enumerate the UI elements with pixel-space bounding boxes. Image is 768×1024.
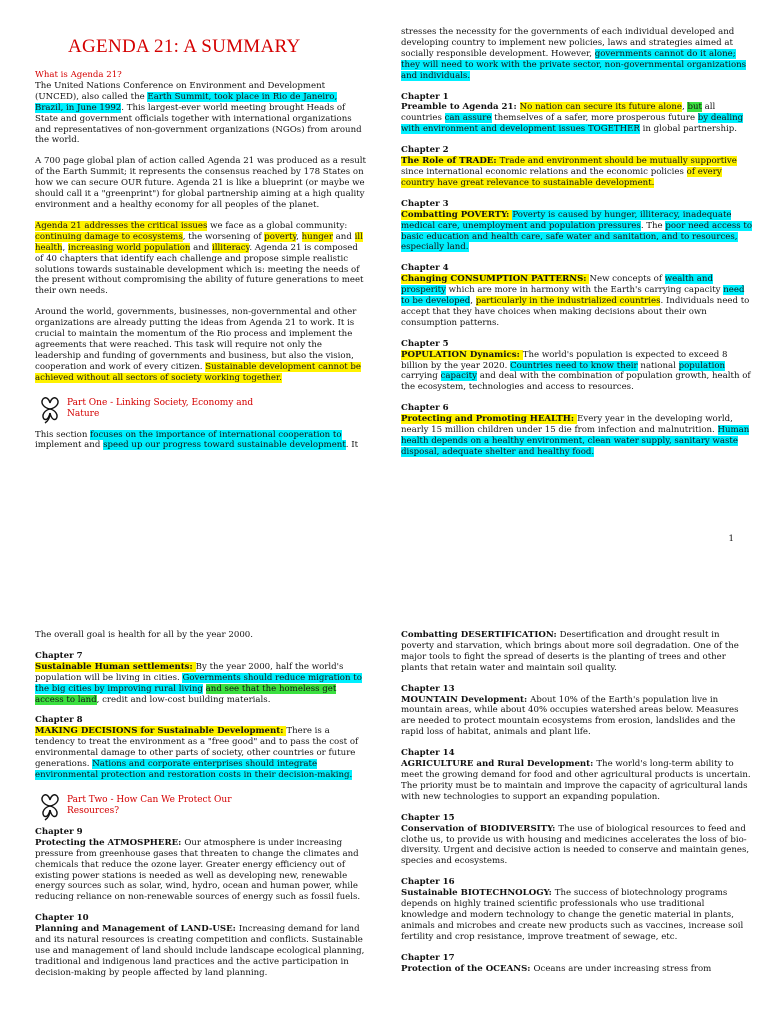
text-run: , xyxy=(681,102,688,113)
page1-right-column xyxy=(401,27,753,468)
chapter-block xyxy=(401,877,753,942)
text-run: Our atmosphere is under increasing pressure from greenhouse gases that threaten to change the climates and chemicals that reduce the ozone layer. Greater energy efficiency out of existing power stations is needed as well as developing new, renewable energy sources such as solar, wind, hydro, ocean and human power, while reducing reliance on non-renewable sources of energy such as fossil fuels. xyxy=(35,837,361,903)
part-two-heading xyxy=(35,791,367,825)
intro-paragraph-2 xyxy=(35,156,367,211)
text-run: . Individuals need to accept that they have choices when making decisions about their own consumption patterns. xyxy=(401,296,750,328)
highlighted-text: Countries need to know their xyxy=(510,360,638,371)
text-run: . The xyxy=(640,220,666,231)
highlighted-text: Changing CONSUMPTION PATTERNS: xyxy=(401,274,590,285)
chapter-list xyxy=(35,827,367,979)
chapter-block xyxy=(401,339,753,394)
section-question: What is Agenda 21? xyxy=(35,70,122,80)
highlighted-text: Combatting POVERTY: xyxy=(401,209,513,220)
highlighted-text: Nations and corporate enterprises should integrate environmental protection and restoration costs in their decision-making. xyxy=(35,759,353,780)
text-run: and deal with the combination of population growth, health of the ecosystem, technologies and access to resources. xyxy=(401,371,751,393)
text-run: , xyxy=(62,242,68,253)
chapter-list xyxy=(35,651,367,781)
highlighted-text: ill health xyxy=(35,231,363,253)
chapter-number: Chapter 16 xyxy=(401,877,455,888)
highlighted-text: poverty xyxy=(264,231,297,242)
highlighted-text: can assure xyxy=(444,113,492,124)
chapter-body xyxy=(401,274,753,329)
highlighted-text: focuses on the importance of international cooperation to xyxy=(90,429,342,440)
intro-paragraph-1 xyxy=(35,81,367,146)
intro-paragraph-3 xyxy=(35,221,367,297)
chapter-number: Chapter 15 xyxy=(401,812,455,823)
chapter-body xyxy=(401,630,753,674)
highlighted-text: Protecting and Promoting HEALTH: xyxy=(401,414,578,425)
chapter-block xyxy=(401,953,753,975)
text-run: The use of biological resources to feed and clothe us, to provide us with housing and medicines accelerates the loss of bio-diversity. Urgent and decisive action is needed to conserve and maintain genes, species and ecosystems. xyxy=(401,823,750,867)
text-run: . This largest-ever world meeting brought Heads of State and government officials together with international organizations and representatives of non-government organizations (NGOs) from around the world. xyxy=(35,102,362,146)
bold-text: Combatting DESERTIFICATION: xyxy=(401,630,560,640)
page-gap xyxy=(0,560,768,620)
text-run: carrying xyxy=(401,371,441,382)
part-one-title: Part One - Linking Society, Economy and Nature xyxy=(67,397,254,419)
text-run: The world's long-term ability to meet the growing demand for food and other agricultural products is uncertain. The priority must be to maintain and improve the capacity of agricultural lands with new technologies to support an expanding population. xyxy=(401,759,751,802)
bold-text: Protecting the ATMOSPHERE: xyxy=(35,837,185,848)
text-run: About 10% of the Earth's population live in mountain areas, while about 40% occupies watershed areas below. Measures are needed to protect mountain ecosystems from erosion, landslides and the rapid loss of habitat, animals and plant life. xyxy=(401,694,739,738)
highlighted-text: capacity xyxy=(440,371,477,382)
chapter-body xyxy=(401,156,753,189)
chapter-number: Chapter 6 xyxy=(401,403,449,414)
highlighted-text: speed up our progress toward sustainable development xyxy=(103,440,346,451)
page2-left-column xyxy=(35,630,367,989)
bold-text: AGRICULTURE and Rural Development: xyxy=(401,759,597,770)
page-number: 1 xyxy=(728,534,734,544)
chapter-block xyxy=(401,199,753,254)
bold-text: Conservation of BIODIVERSITY: xyxy=(401,823,559,834)
highlighted-text: The Role of TRADE: xyxy=(401,156,500,167)
chapter-number: Chapter 13 xyxy=(401,683,455,694)
chapter-number: Chapter 3 xyxy=(401,198,449,209)
text-run: in global partnership. xyxy=(639,124,737,135)
highlighted-text: wealth and prosperity xyxy=(401,274,713,296)
intro-paragraph-4 xyxy=(35,307,367,383)
highlighted-text: No nation can secure its future alone xyxy=(519,102,682,113)
highlighted-text: Governments should reduce migration to the big cities by improving rural living xyxy=(35,672,362,694)
chapter-block xyxy=(401,630,753,674)
page1-left-column xyxy=(35,32,367,461)
chapter-body xyxy=(35,726,367,781)
chapter-block xyxy=(401,145,753,189)
chapter-body xyxy=(401,759,753,803)
text-run: , credit and low-cost building materials. xyxy=(96,694,271,705)
chapter-body xyxy=(401,695,753,739)
highlighted-text: poor need access to basic education and health care, safe water and sanitation, and to resources, especially land. xyxy=(401,220,753,253)
chapter-number: Chapter 17 xyxy=(401,952,455,963)
chapter-number: Chapter 4 xyxy=(401,263,449,274)
bold-text: Planning and Management of LAND-USE: xyxy=(35,924,239,935)
text-run: which are more in harmony with the Earth's carrying capacity xyxy=(445,285,724,296)
text-run: since international economic relations and the economic policies xyxy=(401,166,687,177)
chapter-number: Chapter 10 xyxy=(35,913,89,924)
part-one-heading xyxy=(35,394,367,428)
chapter-number: Chapter 1 xyxy=(401,91,449,102)
chapter-block xyxy=(35,913,367,978)
chapter-number: Chapter 5 xyxy=(401,338,449,349)
chapter-body xyxy=(401,964,753,975)
highlighted-text: increasing world population xyxy=(67,242,191,253)
highlighted-text: particularly in the industrialized countries xyxy=(475,296,661,307)
highlighted-text: by dealing with environment and development issues TOGETHER xyxy=(401,113,744,135)
highlighted-text: MAKING DECISIONS for Sustainable Development: xyxy=(35,726,287,737)
text-run: , xyxy=(470,296,476,307)
text-run: New concepts of xyxy=(589,274,665,285)
text-run: implement and xyxy=(35,440,104,451)
part-two-title: Part Two - How Can We Protect Our Resources? xyxy=(67,794,232,816)
bold-text: Protection of the OCEANS: xyxy=(401,963,534,974)
chapter-block xyxy=(35,715,367,780)
chapter-block xyxy=(35,651,367,706)
chapter-body xyxy=(401,350,753,394)
highlighted-text: but xyxy=(687,102,702,113)
highlighted-text: Sustainable Human settlements: xyxy=(35,661,196,672)
text-run: Desertification and drought result in poverty and starvation, which brings about more soil degradation. One of the major tools to fight the spread of deserts is the planting of trees and other plants that retain water and maintain soil quality. xyxy=(401,630,739,673)
shamrock-icon xyxy=(37,791,63,821)
text-run: . It xyxy=(345,440,359,451)
text-run: national xyxy=(637,360,679,371)
text-run: The United Nations Conference on Environment and Development (UNCED), also called the xyxy=(35,80,326,102)
text-run: stresses the necessity for the governments of each individual developed and developing country to implement new policies, laws and strategies aimed at socially responsible development. However, xyxy=(401,27,735,59)
document-page-2 xyxy=(0,620,768,1024)
chapter-body xyxy=(401,102,753,135)
chapter-body xyxy=(401,414,753,458)
highlighted-text: of every country have great relevance to sustainable development. xyxy=(401,166,722,188)
text-run: Every year in the developing world, nearly 15 million children under 15 die from infection and malnutrition. xyxy=(401,414,733,436)
chapter-block xyxy=(401,263,753,328)
chapter-block xyxy=(401,92,753,136)
page2-right-column xyxy=(401,630,753,984)
text-run: By the year 2000, half the world's population will be living in cities. xyxy=(35,661,344,683)
highlighted-text: Sustainable development cannot be achieved without all sectors of society working together. xyxy=(35,361,362,383)
text-run: Around the world, governments, businesses, non-governmental and other organizations are already putting the ideas from Agenda 21 to work. It is crucial to maintain the momentum of the Rio process and implement the agreements that were reached. This task will require not only the leadership and funding of governments and business, but also the vision, cooperation and work of every citizen. xyxy=(35,307,357,372)
health-goal-line: The overall goal is health for all by the year 2000. xyxy=(35,630,253,640)
text-run: There is a tendency to treat the environment as a "free good" and to pass the cost of environmental damage to other parts of society, other countries or future generations. xyxy=(35,726,359,770)
shamrock-icon xyxy=(37,394,63,424)
chapter-body xyxy=(401,824,753,868)
highlighted-text: continuing damage to ecosystems xyxy=(35,231,183,242)
text-run: and xyxy=(332,231,355,242)
chapter-number: Chapter 7 xyxy=(35,650,83,661)
chapter-block xyxy=(401,403,753,458)
highlighted-text: and see that the homeless get access to land xyxy=(35,683,337,705)
highlighted-text: population xyxy=(678,360,726,371)
text-run: and xyxy=(190,242,213,253)
highlighted-text: Human health depends on a healthy environment, clean water supply, sanitary waste disposal, adequate shelter and healthy food. xyxy=(401,425,750,457)
chapter-body xyxy=(35,924,367,979)
text-run: , the worsening of xyxy=(182,231,265,242)
text-run: themselves of a safer, more prosperous future xyxy=(491,113,698,124)
text-run: Oceans are under increasing stress from xyxy=(533,963,712,974)
chapter-block xyxy=(401,813,753,868)
highlighted-text: Earth Summit, took place in Rio de Janeiro, Brazil, in June 1992 xyxy=(35,91,338,113)
chapter-body xyxy=(401,210,753,254)
text-run: Increasing demand for land and its natural resources is creating competition and conflicts. Sustainable use and management of land should include landscape ecological planning, traditional and indigenous land practices and the active participation in decision-making by people affected by land planning. xyxy=(35,924,365,978)
text-run: . Agenda 21 is composed of 40 chapters that identify each challenge and propose simple realistic solutions towards sustainable development which is: meeting the needs of the present without compromising the ability of future generations to meet their own needs. xyxy=(35,242,364,297)
highlighted-text: Trade and environment should be mutually supportive xyxy=(499,156,737,167)
chapter-list xyxy=(401,92,753,458)
chapter-body xyxy=(401,888,753,943)
text-run: The success of biotechnology programs depends on highly trained scientific professionals who use traditional knowledge and modern technology to change the genetic material in plants, animals and microbes and create new products such as vaccines, increase soil fertility and crop resistance, improve treatment of sewage, etc. xyxy=(401,888,744,942)
chapter-block xyxy=(401,748,753,803)
chapter-number: Chapter 14 xyxy=(401,748,455,759)
text-run: we face as a global community: xyxy=(207,220,348,231)
text-run: , xyxy=(296,231,302,242)
text-run: The world's population is expected to exceed 8 billion by the year 2020. xyxy=(401,349,728,371)
chapter-block xyxy=(35,827,367,903)
chapter-body xyxy=(35,838,367,903)
chapter-list xyxy=(401,630,753,974)
text-run: all countries xyxy=(401,102,716,124)
document-title: AGENDA 21: A SUMMARY xyxy=(68,36,301,57)
chapter-number: Chapter 9 xyxy=(35,826,83,837)
highlighted-text: Poverty is caused by hunger, illiteracy, inadequate medical care, unemployment and population pressures xyxy=(401,209,732,231)
highlighted-text: POPULATION Dynamics: xyxy=(401,349,523,360)
bold-text: MOUNTAIN Development: xyxy=(401,694,531,705)
chapter-number: Chapter 8 xyxy=(35,715,83,726)
highlighted-text: hunger xyxy=(301,231,333,242)
highlighted-text: governments cannot do it alone; they will need to work with the private sector, non-governmental organizations and individuals. xyxy=(401,48,747,81)
chapter-block xyxy=(401,684,753,739)
highlighted-text: need to be developed xyxy=(401,285,745,307)
chapter-body xyxy=(35,662,367,706)
part-one-continued xyxy=(401,27,753,82)
part-one-paragraph xyxy=(35,430,367,452)
highlighted-text: illiteracy xyxy=(212,242,250,253)
text-run: This section xyxy=(35,429,91,440)
chapter-number: Chapter 2 xyxy=(401,145,449,156)
bold-text: Sustainable BIOTECHNOLOGY: xyxy=(401,888,555,899)
text-run: A 700 page global plan of action called Agenda 21 was produced as a result of the Earth Summit; it represents the consensus reached by 178 States on how we can secure OUR future. Agenda 21 is like a blueprint (or maybe we should call it a "greenprint") for global partnership aiming at a high quality environment and a healthy economy for all peoples of the planet. xyxy=(35,156,366,210)
bold-text: Preamble to Agenda 21: xyxy=(401,102,520,113)
highlighted-text: Agenda 21 addresses the critical issues xyxy=(35,220,208,231)
